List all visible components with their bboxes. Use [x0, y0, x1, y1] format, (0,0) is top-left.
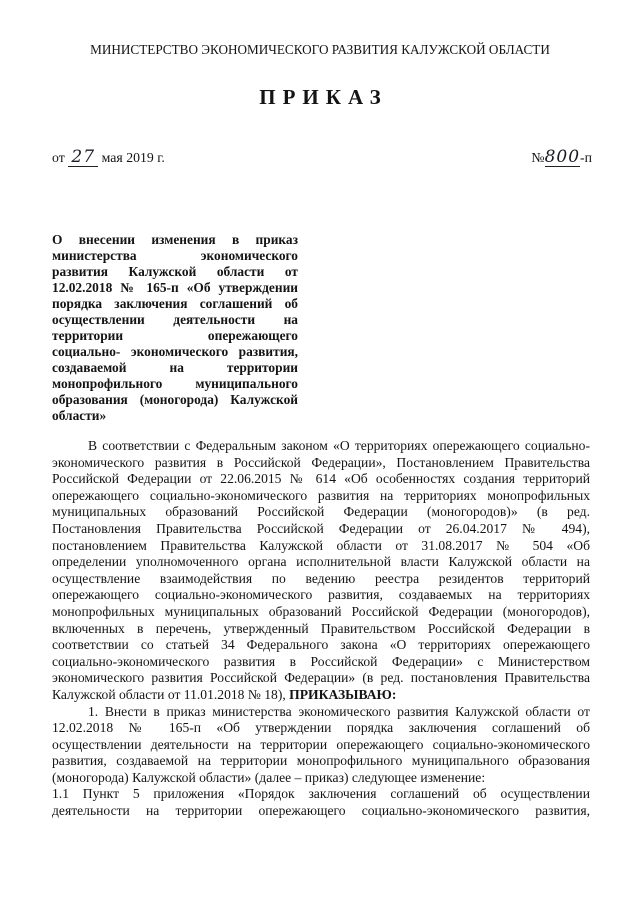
body-line: развития, создаваемой на территории монопрофильного муниципального образования [52, 753, 590, 769]
document-type-title: ПРИКАЗ [259, 85, 388, 109]
handwritten-day: 27 [68, 148, 98, 167]
body-line-text: Калужской области от 11.01.2018 № 18), [52, 686, 286, 702]
body-line: В соответствии с Федеральным законом «О территориях опережающего социально- [88, 438, 590, 453]
body-line: деятельности на территории опережающего социально-экономического развития, [52, 803, 590, 819]
handwritten-number: 800 [544, 147, 581, 167]
body-line: постановлением Правительства Калужской области от 31.08.2017 № 504 «Об [52, 537, 590, 553]
body-line: 1. Внести в приказ министерства экономического развития Калужской области от [88, 703, 590, 719]
body-line: Постановления Правительства Российской Федерации от 26.04.2017 № 494), [52, 520, 590, 536]
body-line: соответствии со статьей 34 Федерального закона «О территориях опережающего [52, 637, 590, 653]
body-line: опережающего социально-экономического развития, создаваемых на территориях [52, 587, 590, 603]
body-line: Российской Федерации от 22.06.2015 № 614 «Об особенностях создания территорий [52, 471, 590, 487]
subject-line: министерства экономического [52, 248, 298, 263]
date-rest: мая 2019 г. [101, 150, 165, 165]
subject-line: территории опережающего [52, 328, 298, 343]
subject-line: области» [52, 408, 107, 423]
subject-line: осуществлении деятельности на [52, 312, 298, 327]
subject-line: развития Калужской области от [52, 264, 298, 279]
order-date [52, 147, 165, 169]
body-line: социально-экономического развития в Российской Федерации» с Министерством [52, 653, 590, 669]
body-line: экономического развития в Российской Федерации», Постановлением Правительства [52, 454, 590, 470]
subject-line: монопрофильного муниципального [52, 376, 298, 391]
order-number [531, 147, 592, 169]
body-line: муниципальных образований Российской Федерации (моногородов)» (в ред. [52, 504, 590, 520]
order-subject [52, 232, 298, 424]
body-line: экономического развития Российской Федерации» (в ред. постановления Правительства [52, 670, 590, 686]
body-line: осуществлении деятельности на территории опережающего социально-экономического [52, 736, 590, 752]
body-line: (моногорода) Калужской области» (далее – приказ) следующее изменение: [52, 769, 486, 785]
body-line: опережающего социально-экономического развития на территориях монопрофильных [52, 487, 590, 503]
subject-line: 12.02.2018 № 165-п «Об утверждении [52, 280, 298, 295]
body-line: 12.02.2018 № 165-п «Об утверждении порядка заключения соглашений об [52, 720, 590, 736]
number-sign: № [531, 150, 545, 165]
body-line: определении уполномоченного органа исполнительной власти Калужской области на [52, 554, 590, 570]
number-suffix: -п [580, 150, 592, 165]
date-prefix: от [52, 150, 65, 165]
subject-line: социально- экономического развития, [52, 344, 298, 359]
subject-line: создаваемой на территории [52, 360, 298, 375]
order-body [52, 438, 590, 820]
subject-line: О внесении изменения в приказ [52, 232, 298, 247]
subject-line: образования (моногорода) Калужской [52, 392, 298, 407]
body-line [52, 687, 590, 704]
body-line: 1.1 Пункт 5 приложения «Порядок заключения соглашений об осуществлении [52, 786, 590, 802]
ministry-header: МИНИСТЕРСТВО ЭКОНОМИЧЕСКОГО РАЗВИТИЯ КАЛУЖСКОЙ ОБЛАСТИ [90, 42, 550, 57]
subject-line: порядка заключения соглашений об [52, 296, 298, 311]
body-line: включенных в перечень, утвержденный Правительством Российской Федерации в [52, 620, 590, 636]
order-directive: ПРИКАЗЫВАЮ: [289, 686, 397, 702]
body-line: осуществление взаимодействия по ведению реестра резидентов территорий [52, 570, 590, 586]
body-line: монопрофильных муниципальных образований Российской Федерации (моногородов), [52, 603, 590, 619]
